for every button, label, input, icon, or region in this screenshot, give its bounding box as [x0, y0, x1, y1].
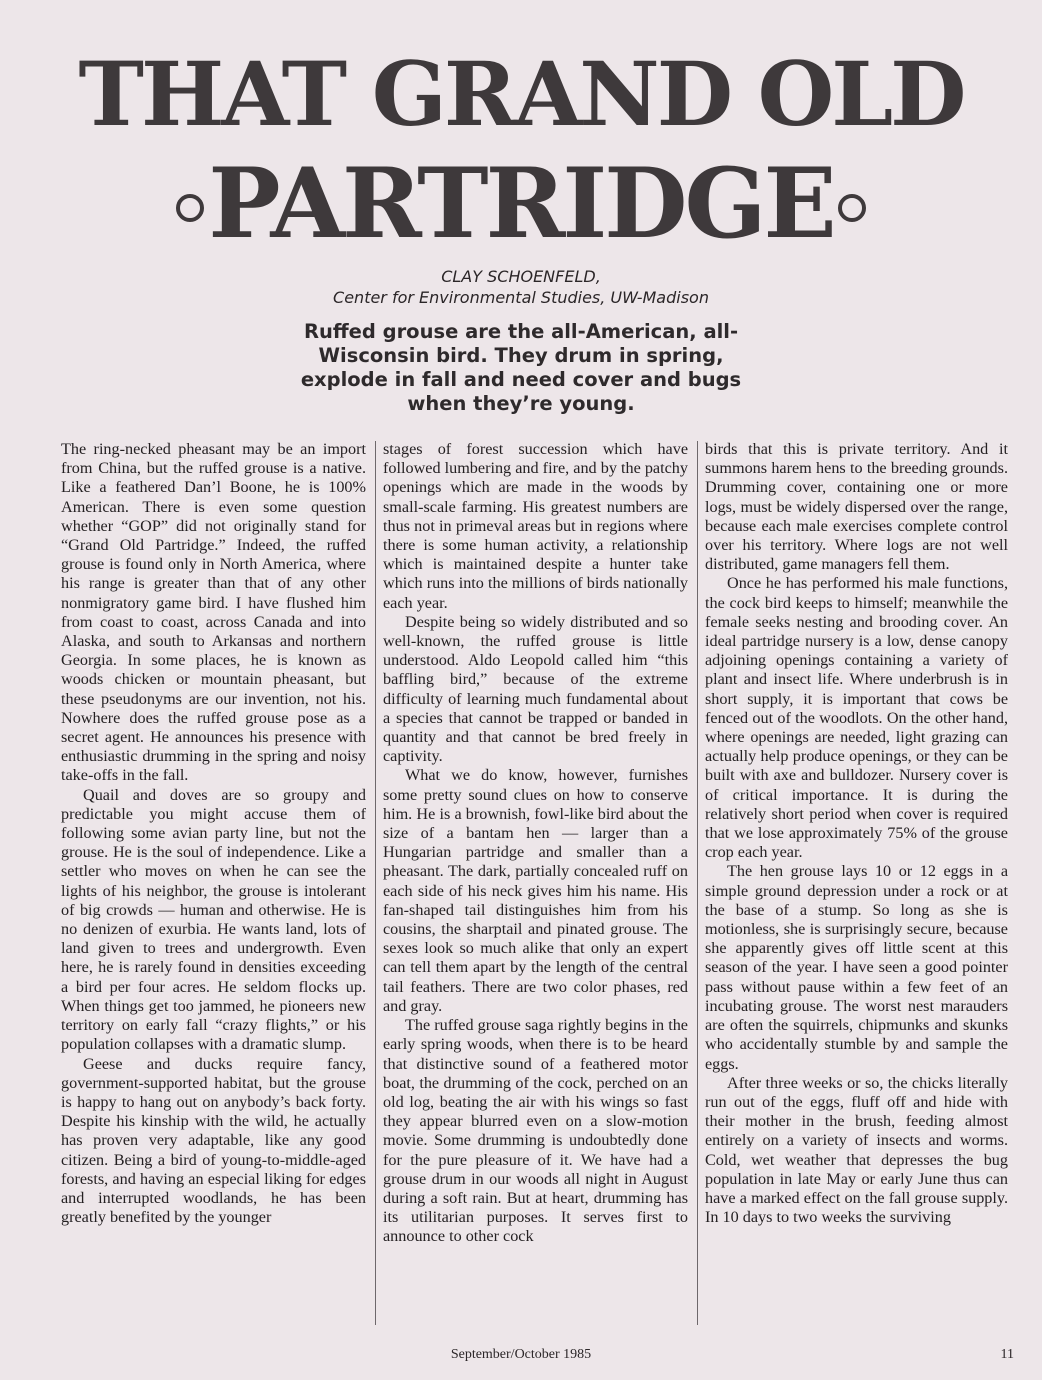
- page-number: 11: [1000, 1347, 1014, 1362]
- text-column-2: [383, 440, 688, 1328]
- column-divider: [697, 441, 698, 1325]
- paragraph: The hen grouse lays 10 or 12 eggs in a simple ground depression under a rock or at the base of a stump. So long as she is motionless, she is surprisingly secure, because she apparently gives off little scent at this season of the year. I have seen a good pointer pass without pause within a few feet of an incubating grouse. The worst nest marauders are often the squirrels, chipmunks and skunks who accidentally stumble by and sample the eggs.: [705, 862, 1008, 1073]
- paragraph: birds that this is private territory. And it summons harem hens to the breeding grounds. Drumming cover, containing one or more logs, must be widely dispersed over the range, because each male exercises complete control over his territory. Where logs are not well distributed, game managers fell them.: [705, 440, 1008, 574]
- paragraph: Despite being so widely distributed and so well-known, the ruffed grouse is little understood. Aldo Leopold called him “this baffling bird,” because of the extreme difficulty of learning much fundamental about a species that cannot be trapped or banded in quantity and that cannot be bred freely in captivity.: [383, 612, 688, 766]
- text-column-1: [61, 440, 366, 1328]
- headline-line-2: [0, 147, 1042, 260]
- article-deck: Ruffed grouse are the all-American, all-Wisconsin bird. They drum in spring, explode in fall and need cover and bugs when they’re young.: [300, 320, 742, 415]
- paragraph: Geese and ducks require fancy, government-supported habitat, but the grouse is happy to hang out on anybody’s back forty. Despite his kinship with the wild, he actually has proven very adaptable, like any good citizen. Being a bird of young-to-middle-aged forests, and having an especial liking for edges and interrupted woodlands, he has been greatly benefited by the younger: [61, 1054, 366, 1227]
- paragraph: Quail and doves are so groupy and predictable you might accuse them of following some avian party line, but not the grouse. He is the soul of independence. Like a settler who moves on when he can see the lights of his neighbor, the grouse is intolerant of big crowds — human and otherwise. He is no denizen of exurbia. He wants land, lots of land given to trees and undergrowth. Even here, he is rarely found in densities exceeding a bird per four acres. He seldom flocks up. When things get too jammed, he pioneers new territory on early fall “crazy flights,” or his population collapses with a dramatic slump.: [61, 785, 366, 1054]
- headline-line-1: THAT GRAND OLD: [78, 42, 964, 146]
- paragraph: After three weeks or so, the chicks literally run out of the eggs, fluff off and hide with their mother in the brush, feeding almost entirely on a variety of insects and worms. Cold, wet weather that depresses the bug population in late May or early June thus can have a marked effect on the fall grouse supply. In 10 days to two weeks the surviving: [705, 1073, 1008, 1227]
- ornament-dot-left: [176, 194, 204, 222]
- column-divider: [375, 441, 376, 1325]
- author-name: CLAY SCHOENFELD,: [441, 267, 601, 286]
- ornament-dot-right: [838, 194, 866, 222]
- headline-word: PARTRIDGE: [208, 147, 834, 260]
- author-affiliation: Center for Environmental Studies, UW-Madison: [333, 288, 709, 307]
- issue-date: September/October 1985: [450, 1347, 592, 1362]
- paragraph: The ring-necked pheasant may be an import from China, but the ruffed grouse is a native. Like a feathered Dan’l Boone, he is 100% American. There is even some question whether “GOP” did not originally stand for “Grand Old Partridge.” Indeed, the ruffed grouse is found only in North America, where his range is greater than that of any other nonmigratory game bird. I have flushed him from coast to coast, across Canada and into Alaska, and south to Arkansas and northern Georgia. In some places, he is known as woods chicken or mountain pheasant, but these pseudonyms are our invention, not his. Nowhere does the ruffed grouse pose as a secret agent. He announces his presence with enthusiastic drumming in the spring and noisy take-offs in the fall.: [61, 440, 366, 785]
- text-column-3: [705, 440, 1008, 1328]
- paragraph: Once he has performed his male functions, the cock bird keeps to himself; meanwhile the female seeks nesting and brooding cover. An ideal partridge nursery is a low, dense canopy adjoining openings containing a variety of plant and insect life. Where underbrush is in short supply, it is important that cows be fenced out of the woodlots. On the other hand, where openings are needed, light grazing can actually help produce openings, or they can be built with axe and bulldozer. Nursery cover is of critical importance. It is during the relatively short period when cover is required that we lose approximately 75% of the grouse crop each year.: [705, 574, 1008, 862]
- paragraph: stages of forest succession which have followed lumbering and fire, and by the patchy openings which are made in the woods by small-scale farming. His greatest numbers are thus not in primeval areas but in regions where there is some human activity, a relationship which is maintained despite a hunter take which runs into the millions of birds nationally each year.: [383, 440, 688, 612]
- paragraph: What we do know, however, furnishes some pretty sound clues on how to conserve him. He is a brownish, fowl-like bird about the size of a bantam hen — larger than a Hungarian partridge and smaller than a pheasant. The dark, partially concealed ruff on each side of his neck gives him his name. His fan-shaped tail distinguishes him from his cousins, the sharptail and pinated grouse. The sexes look so much alike that only an expert can tell them apart by the length of the central tail feathers. There are two color phases, red and gray.: [383, 766, 688, 1015]
- paragraph: The ruffed grouse saga rightly begins in the early spring woods, when there is to be heard that distinctive sound of a feathered motor boat, the drumming of the cock, perched on an old log, beating the air with his wings so fast they appear blurred even on a slow-motion movie. Some drumming is undoubtedly done for the pure pleasure of it. We have had a grouse drum in our woods all night in August during a soft rain. But at heart, drumming has its utilitarian purposes. It serves first to announce to other cock: [383, 1016, 688, 1246]
